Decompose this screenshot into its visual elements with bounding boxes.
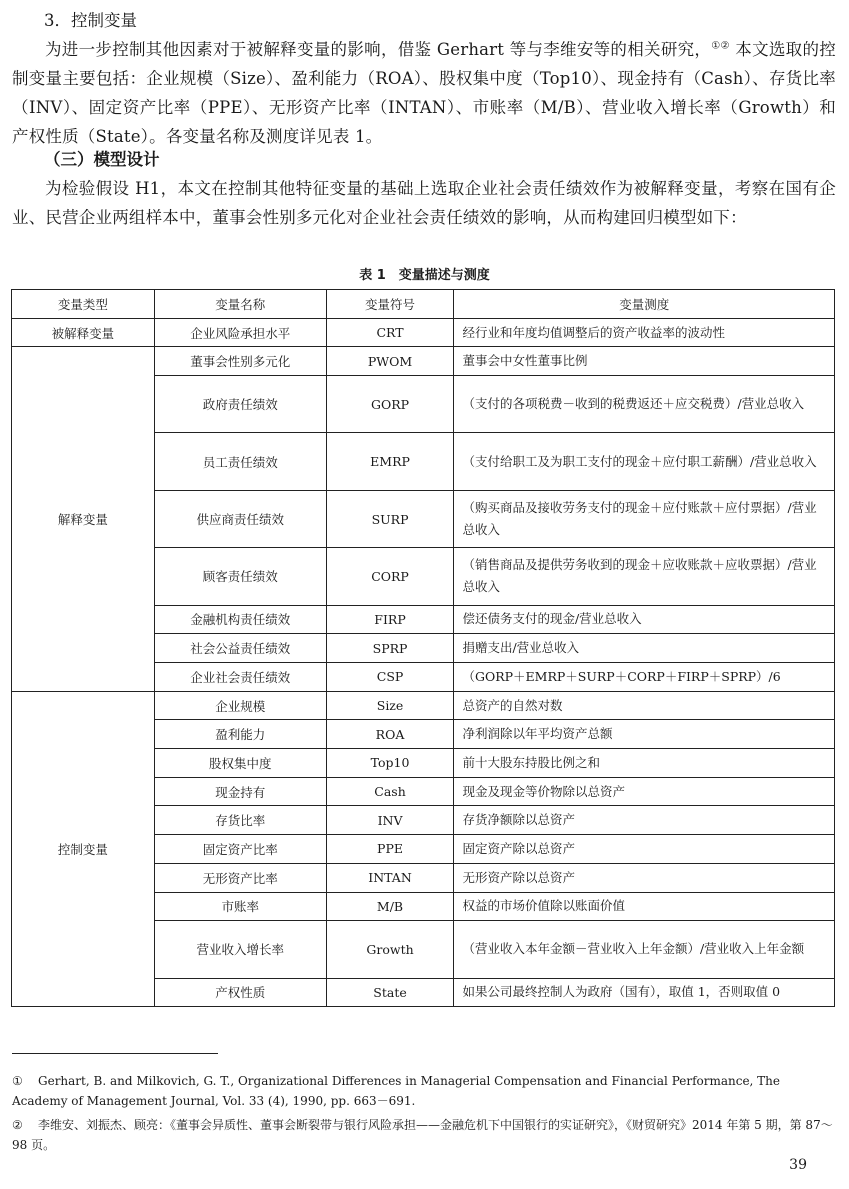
category-dependent: 被解释变量 bbox=[12, 318, 155, 347]
variable-measure: 固定资产除以总资产 bbox=[454, 835, 835, 864]
variable-symbol: INTAN bbox=[326, 863, 454, 892]
variable-name: 盈利能力 bbox=[154, 720, 326, 749]
variable-symbol: Top10 bbox=[326, 749, 454, 778]
table-header-row bbox=[12, 290, 835, 319]
variable-symbol: Growth bbox=[326, 921, 454, 978]
variable-symbol: FIRP bbox=[326, 605, 454, 634]
footnote-mark: ② bbox=[12, 1118, 23, 1132]
variable-measure: 捐赠支出/营业总收入 bbox=[454, 634, 835, 663]
variable-measure: 存货净额除以总资产 bbox=[454, 806, 835, 835]
variable-symbol: CSP bbox=[326, 663, 454, 692]
variable-name: 金融机构责任绩效 bbox=[154, 605, 326, 634]
variable-measure: 董事会中女性董事比例 bbox=[454, 347, 835, 376]
variable-measure: 经行业和年度均值调整后的资产收益率的波动性 bbox=[454, 318, 835, 347]
variable-symbol: ROA bbox=[326, 720, 454, 749]
variable-symbol: GORP bbox=[326, 376, 454, 433]
control-variables-paragraph bbox=[12, 35, 836, 151]
variable-name: 社会公益责任绩效 bbox=[154, 634, 326, 663]
variable-name: 产权性质 bbox=[154, 978, 326, 1007]
variable-symbol: PPE bbox=[326, 835, 454, 864]
table-caption: 表 1 变量描述与测度 bbox=[359, 268, 490, 283]
variable-measure: （支付的各项税费－收到的税费返还＋应交税费）/营业总收入 bbox=[454, 376, 835, 433]
footnote-2 bbox=[12, 1115, 836, 1155]
variable-measure: 偿还债务支付的现金/营业总收入 bbox=[454, 605, 835, 634]
paragraph-text-2: 本文选取的控制变量主要包括：企业规模（Size）、盈利能力（ROA）、股权集中度（Top10）、现金持有（Cash）、存货比率（INV）、固定资产比率（PPE）、无形资产比率（INTAN）、市账率（M/B）、营业收入增长率（Growth）和产权性质（State）。各变量名称及测度详见表 1。 bbox=[12, 40, 836, 146]
footnote-text: Gerhart, B. and Milkovich, G. T., Organizational Differences in Managerial Compensation and Financial Performance, The Academy of Management Journal, Vol. 33 (4), 1990, pp. 663－691. bbox=[12, 1074, 781, 1108]
variable-symbol: M/B bbox=[326, 892, 454, 921]
variable-measure: （营业收入本年金额－营业收入上年金额）/营业收入上年金额 bbox=[454, 921, 835, 978]
table-row bbox=[12, 347, 835, 376]
variable-name: 存货比率 bbox=[154, 806, 326, 835]
variable-symbol: CORP bbox=[326, 548, 454, 605]
table-row bbox=[12, 691, 835, 720]
category-explanatory: 解释变量 bbox=[12, 347, 155, 691]
variable-name: 现金持有 bbox=[154, 777, 326, 806]
table-row bbox=[12, 318, 835, 347]
variable-symbol: EMRP bbox=[326, 433, 454, 490]
header-cell-measure: 变量测度 bbox=[454, 290, 835, 319]
variable-name: 营业收入增长率 bbox=[154, 921, 326, 978]
footnote-text: 李维安、刘振杰、顾亮：《董事会异质性、董事会断裂带与银行风险承担——金融危机下中国银行的实证研究》，《财贸研究》2014 年第 5 期，第 87～98 页。 bbox=[12, 1118, 833, 1152]
variable-symbol: Size bbox=[326, 691, 454, 720]
variable-measure: 总资产的自然对数 bbox=[454, 691, 835, 720]
footnote-1 bbox=[12, 1071, 836, 1111]
variable-measure: （销售商品及提供劳务收到的现金＋应收账款＋应收票据）/营业总收入 bbox=[454, 548, 835, 605]
variable-name: 股权集中度 bbox=[154, 749, 326, 778]
variable-measure: 净利润除以年平均资产总额 bbox=[454, 720, 835, 749]
variable-name: 政府责任绩效 bbox=[154, 376, 326, 433]
variable-name: 无形资产比率 bbox=[154, 863, 326, 892]
variable-measure: 无形资产除以总资产 bbox=[454, 863, 835, 892]
variable-measure: 前十大股东持股比例之和 bbox=[454, 749, 835, 778]
page-number: 39 bbox=[789, 1157, 807, 1173]
variable-measure: 权益的市场价值除以账面价值 bbox=[454, 892, 835, 921]
variable-name: 企业规模 bbox=[154, 691, 326, 720]
variable-symbol: State bbox=[326, 978, 454, 1007]
variable-measure: （支付给职工及为职工支付的现金＋应付职工薪酬）/营业总收入 bbox=[454, 433, 835, 490]
subsection-heading: 3．控制变量 bbox=[44, 11, 137, 30]
header-cell-type: 变量类型 bbox=[12, 290, 155, 319]
variable-name: 董事会性别多元化 bbox=[154, 347, 326, 376]
variable-name: 供应商责任绩效 bbox=[154, 490, 326, 547]
variable-name: 顾客责任绩效 bbox=[154, 548, 326, 605]
section-heading: （三）模型设计 bbox=[44, 150, 160, 169]
variable-measure: 现金及现金等价物除以总资产 bbox=[454, 777, 835, 806]
category-control: 控制变量 bbox=[12, 691, 155, 1007]
paragraph-text-1: 为进一步控制其他因素对于被解释变量的影响，借鉴 Gerhart 等与李维安等的相关研究， bbox=[45, 40, 712, 59]
variable-symbol: PWOM bbox=[326, 347, 454, 376]
variable-name: 固定资产比率 bbox=[154, 835, 326, 864]
variable-symbol: SURP bbox=[326, 490, 454, 547]
header-cell-symbol: 变量符号 bbox=[326, 290, 454, 319]
variable-symbol: CRT bbox=[326, 318, 454, 347]
variable-measure: （购买商品及接收劳务支付的现金＋应付账款＋应付票据）/营业总收入 bbox=[454, 490, 835, 547]
footnote-mark: ① bbox=[12, 1074, 23, 1088]
variable-name: 员工责任绩效 bbox=[154, 433, 326, 490]
variable-symbol: Cash bbox=[326, 777, 454, 806]
footnote-reference[interactable]: ①② bbox=[711, 40, 730, 52]
footnote-divider bbox=[12, 1053, 218, 1054]
variable-name: 企业社会责任绩效 bbox=[154, 663, 326, 692]
variable-symbol: SPRP bbox=[326, 634, 454, 663]
model-design-paragraph: 为检验假设 H1，本文在控制其他特征变量的基础上选取企业社会责任绩效作为被解释变量，考察在国有企业、民营企业两组样本中，董事会性别多元化对企业社会责任绩效的影响，从而构建回归模型如下： bbox=[12, 179, 836, 227]
variable-name: 企业风险承担水平 bbox=[154, 318, 326, 347]
variable-name: 市账率 bbox=[154, 892, 326, 921]
variable-measure: （GORP＋EMRP＋SURP＋CORP＋FIRP＋SPRP）/6 bbox=[454, 663, 835, 692]
variable-measure: 如果公司最终控制人为政府（国有），取值 1，否则取值 0 bbox=[454, 978, 835, 1007]
variables-table bbox=[11, 289, 835, 1007]
variable-symbol: INV bbox=[326, 806, 454, 835]
header-cell-name: 变量名称 bbox=[154, 290, 326, 319]
